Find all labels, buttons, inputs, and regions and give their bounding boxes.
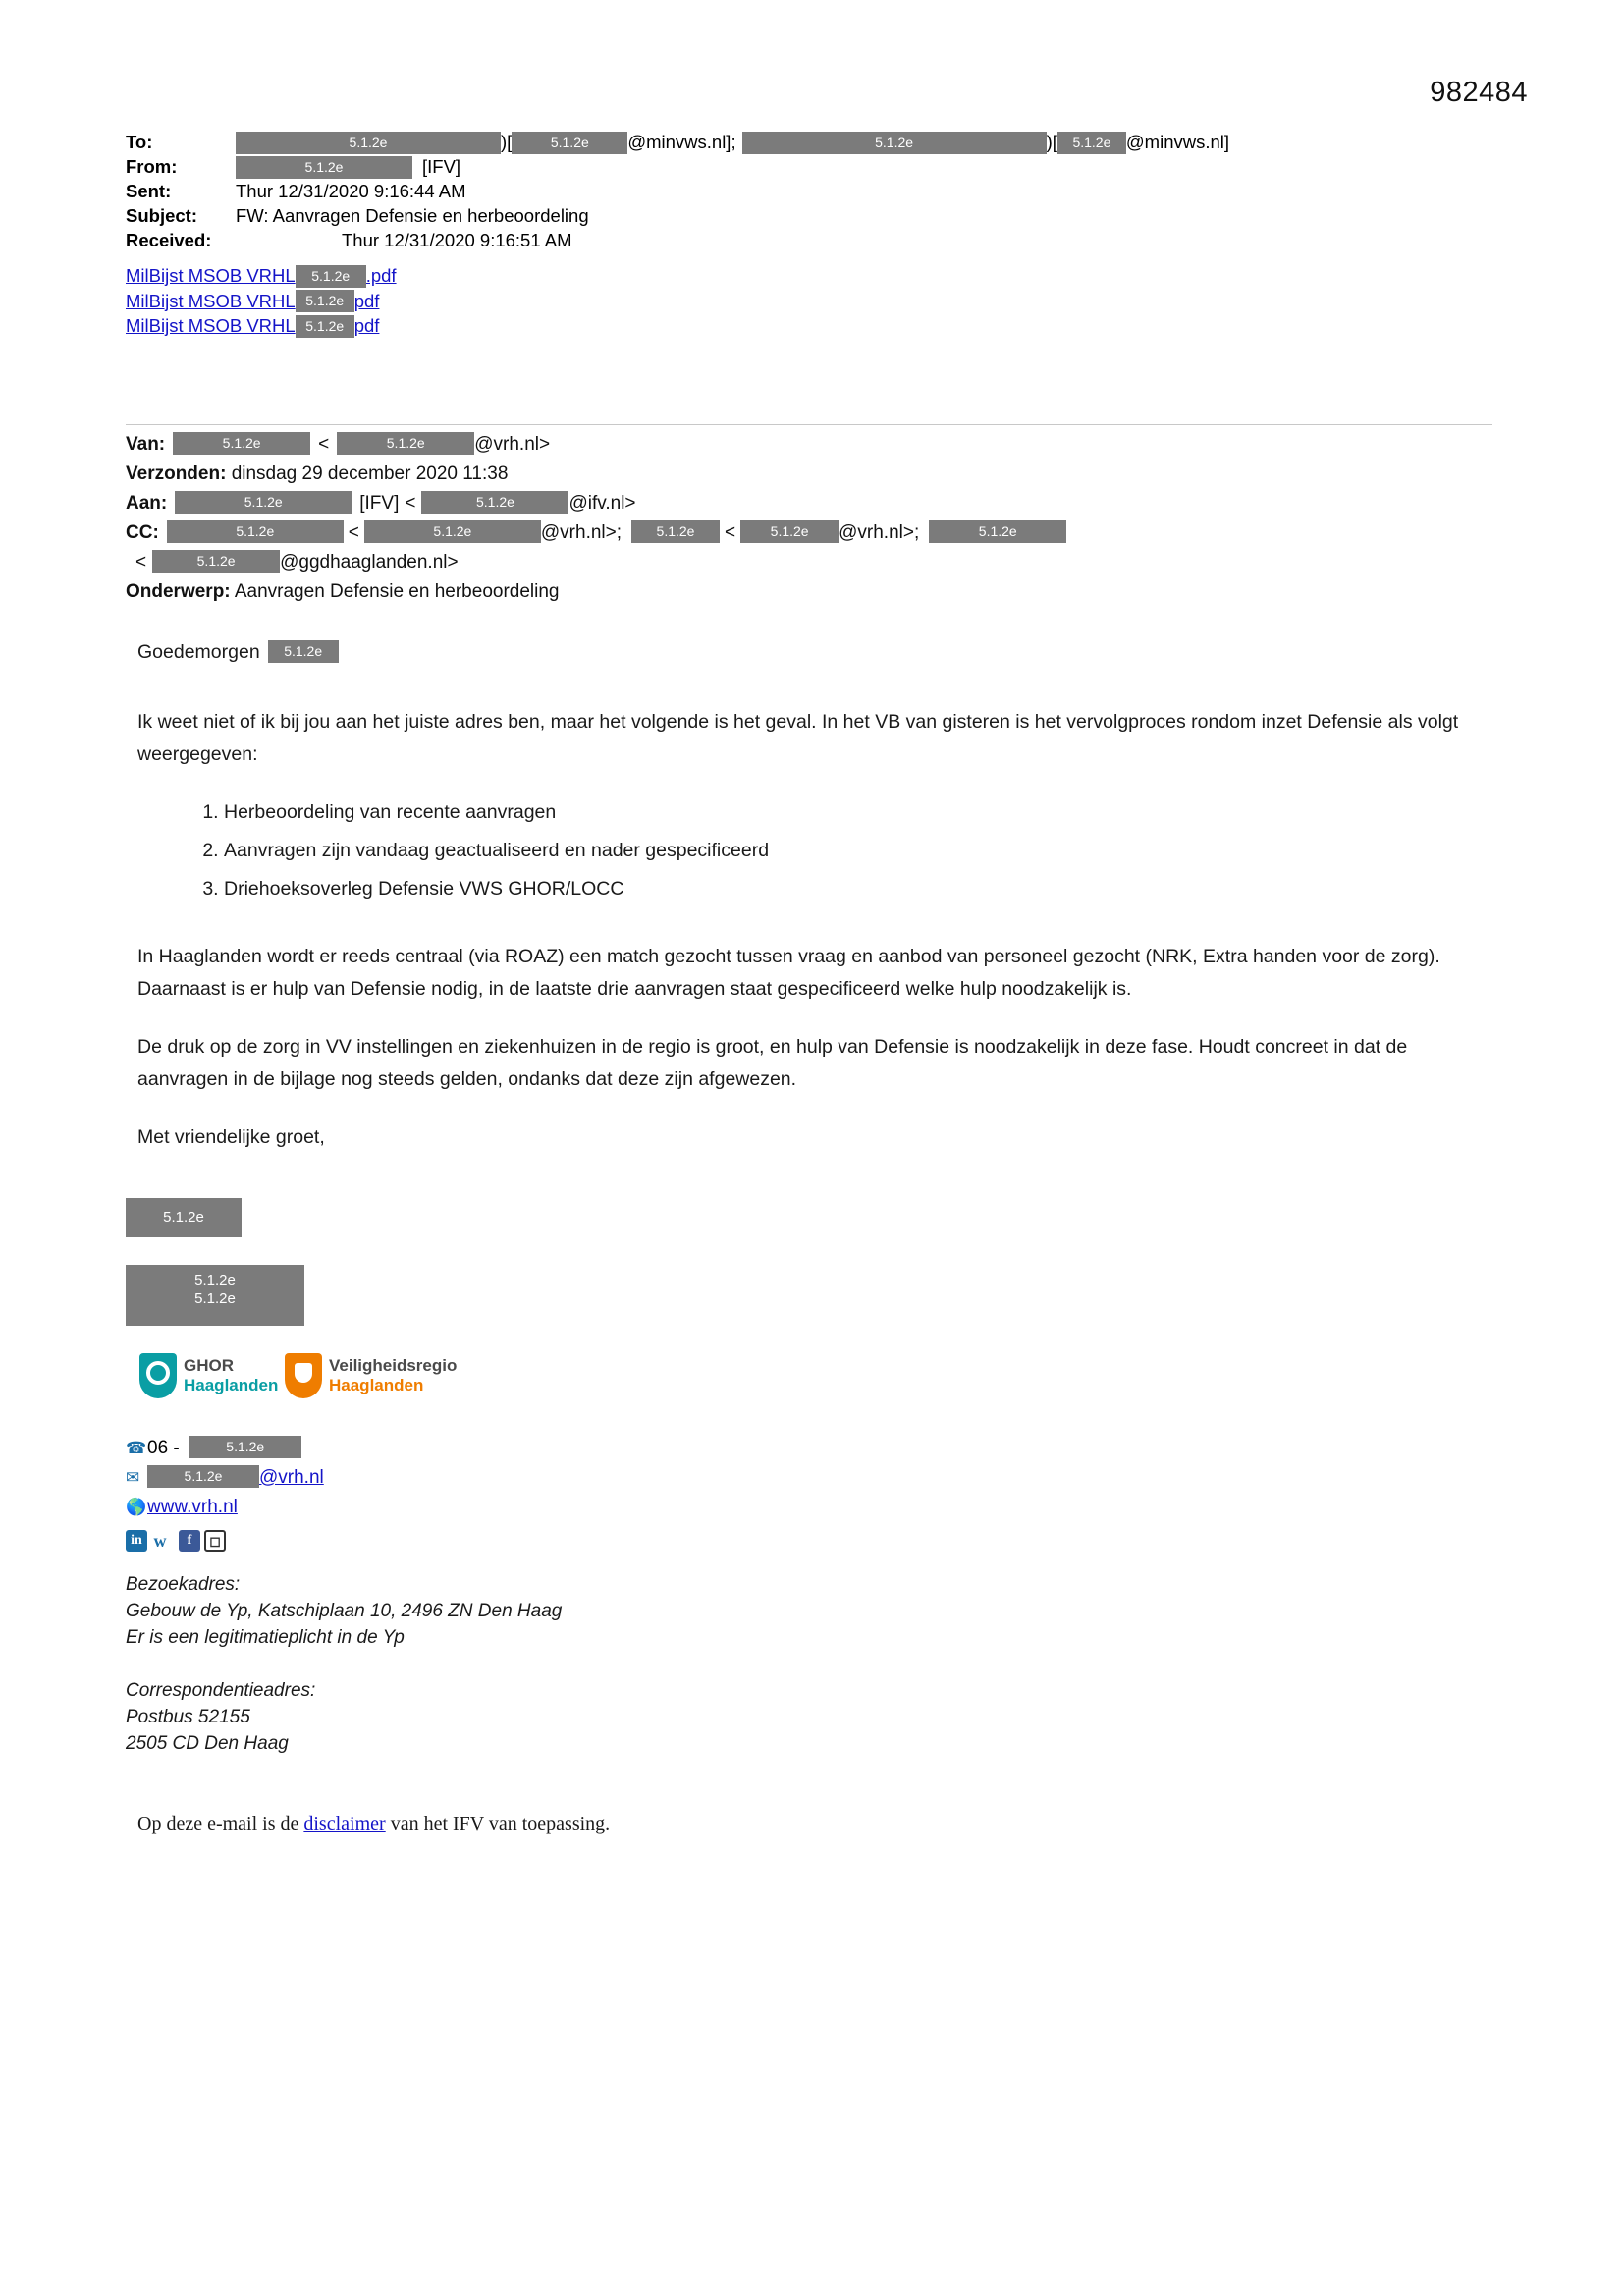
- social-icons: [126, 1530, 230, 1556]
- redaction-cc-2: 5.1.2e: [364, 520, 541, 543]
- redaction-to-2: 5.1.2e: [512, 132, 627, 154]
- redaction-attachment-3: 5.1.2e: [296, 315, 354, 338]
- redaction-cc-4: 5.1.2e: [740, 520, 839, 543]
- ghor-logo-line1: GHOR: [184, 1356, 234, 1375]
- document-number: 982484: [1430, 77, 1528, 108]
- disclaimer-prefix: Op deze e-mail is de: [137, 1813, 299, 1834]
- email-header: [126, 130, 1520, 252]
- list-item: 2. Aanvragen zijn vandaag geactualiseerd en nader gespecificeerd: [224, 835, 1492, 867]
- header-row-to: [126, 130, 1520, 154]
- aan-label: Aan:: [126, 493, 168, 514]
- header-row-sent: [126, 179, 1520, 203]
- redaction-to-3: 5.1.2e: [742, 132, 1047, 154]
- contact-phone-line: [126, 1434, 324, 1463]
- attachment-link[interactable]: [126, 291, 296, 311]
- cc-domain-2: @vrh.nl>;: [839, 522, 920, 543]
- cc-lt-2: <: [725, 522, 736, 543]
- body-ordered-list: [137, 796, 1492, 905]
- attachment-suffix-link[interactable]: [354, 315, 380, 336]
- envelope-icon: ✉: [126, 1468, 140, 1487]
- phone-prefix: 06 -: [147, 1438, 180, 1458]
- attachment-suffix-link[interactable]: [366, 265, 397, 286]
- to-text-1: )[: [501, 132, 513, 152]
- phone-icon: ☎: [126, 1439, 147, 1457]
- van-lt: <: [318, 434, 330, 455]
- attachment-suffix: pdf: [353, 290, 380, 311]
- aan-lt: <: [405, 493, 416, 514]
- quoted-row-van: [126, 430, 1520, 460]
- cc-domain-3: @ggdhaaglanden.nl>: [280, 552, 459, 573]
- quoted-row-verzonden: [126, 460, 1520, 489]
- attachment-item[interactable]: [126, 313, 397, 339]
- twitter-icon[interactable]: w: [151, 1530, 169, 1552]
- onderwerp-value: Aanvragen Defensie en herbeoordeling: [234, 581, 560, 602]
- list-item: 1. Herbeoordeling van recente aanvragen: [224, 796, 1492, 829]
- received-label: Received:: [126, 230, 212, 250]
- redaction-signature-role: [126, 1265, 304, 1326]
- instagram-icon[interactable]: ◻: [204, 1530, 226, 1552]
- header-row-subject: [126, 203, 1520, 228]
- quoted-row-aan: [126, 489, 1520, 519]
- aan-domain: @ifv.nl>: [568, 493, 636, 514]
- received-value: Thur 12/31/2020 9:16:51 AM: [342, 230, 572, 250]
- linkedin-icon[interactable]: in: [126, 1530, 147, 1552]
- quoted-row-cc: [126, 519, 1520, 548]
- mail-address-label: Correspondentieadres:: [126, 1680, 316, 1701]
- to-text-4: @minvws.nl]: [1125, 132, 1230, 152]
- attachment-name: MilBijst MSOB VRHL: [126, 315, 296, 336]
- quoted-row-onderwerp: [126, 577, 1520, 607]
- email-body: [137, 636, 1492, 1179]
- website-link[interactable]: www.vrh.nl: [147, 1497, 238, 1517]
- attachment-link[interactable]: [126, 265, 296, 286]
- redaction-cc-5: 5.1.2e: [929, 520, 1066, 543]
- redaction-van-1: 5.1.2e: [173, 432, 310, 455]
- quoted-row-cc-continued: [126, 548, 1520, 577]
- contact-email-line[interactable]: [126, 1463, 324, 1493]
- veiligheidsregio-logo-text: [329, 1356, 457, 1395]
- to-text-2: @minvws.nl];: [627, 132, 736, 152]
- sent-label: Sent:: [126, 181, 172, 201]
- ghor-logo-text: [184, 1356, 278, 1395]
- quoted-email-header: [126, 430, 1520, 607]
- redaction-signature-name: 5.1.2e: [126, 1198, 242, 1237]
- verzonden-value: dinsdag 29 december 2020 11:38: [231, 464, 509, 484]
- visit-address-line2: Er is een legitimatieplicht in de Yp: [126, 1627, 405, 1648]
- body-greeting: Goedemorgen: [137, 641, 260, 663]
- verzonden-label: Verzonden:: [126, 464, 227, 484]
- redaction-attachment-1: 5.1.2e: [296, 265, 366, 288]
- list-item: 3. Driehoeksoverleg Defensie VWS GHOR/LOCC: [224, 873, 1492, 905]
- cc-lt-3: <: [135, 552, 147, 573]
- redaction-greeting: 5.1.2e: [268, 640, 339, 663]
- redaction-signature-role-1: 5.1.2e: [194, 1272, 236, 1288]
- attachment-name: MilBijst MSOB VRHL: [126, 290, 296, 311]
- van-domain: @vrh.nl>: [474, 434, 551, 455]
- van-label: Van:: [126, 434, 166, 455]
- disclaimer-link[interactable]: disclaimer: [303, 1813, 386, 1834]
- attachment-item[interactable]: [126, 263, 397, 289]
- redaction-to-1: 5.1.2e: [236, 132, 501, 154]
- signature-contact: [126, 1434, 324, 1522]
- ghor-logo-line2: Haaglanden: [184, 1376, 279, 1394]
- ghor-logo: [139, 1353, 278, 1398]
- cc-domain-1: @vrh.nl>;: [540, 522, 623, 543]
- veiligheidsregio-logo-icon: [285, 1353, 322, 1398]
- visit-address-line1: Gebouw de Yp, Katschiplaan 10, 2496 ZN Den Haag: [126, 1601, 563, 1621]
- onderwerp-label: Onderwerp:: [126, 581, 231, 602]
- body-paragraph-2: In Haaglanden wordt er reeds centraal (via ROAZ) een match gezocht tussen vraag en aanbod van personeel gezocht (NRK, Extra handen voor de zorg). Daarnaast is er hulp van Defensie nodig, in de laatste drie aanvragen staat gespecificeerd welke hulp noodzakelijk is.: [137, 946, 1440, 1000]
- redaction-email: 5.1.2e: [147, 1465, 259, 1488]
- attachment-name: MilBijst MSOB VRHL: [126, 265, 296, 286]
- ghor-logo-icon: [139, 1353, 177, 1398]
- facebook-icon[interactable]: f: [179, 1530, 200, 1552]
- header-row-from: [126, 154, 1520, 179]
- from-label: From:: [126, 156, 178, 177]
- redaction-signature-role-2: 5.1.2e: [194, 1290, 236, 1307]
- subject-value: FW: Aanvragen Defensie en herbeoordeling: [236, 205, 589, 226]
- veiligheidsregio-logo-line1: Veiligheidsregio: [329, 1356, 458, 1375]
- to-label: To:: [126, 132, 153, 152]
- disclaimer-suffix: van het IFV van toepassing.: [390, 1813, 611, 1834]
- redaction-cc-3: 5.1.2e: [631, 520, 720, 543]
- redaction-to-4: 5.1.2e: [1057, 132, 1126, 154]
- redaction-van-2: 5.1.2e: [337, 432, 474, 455]
- from-text: [IFV]: [422, 156, 461, 177]
- veiligheidsregio-logo-line2: Haaglanden: [329, 1376, 424, 1394]
- attachment-item[interactable]: [126, 289, 397, 314]
- redaction-aan-1: 5.1.2e: [175, 491, 352, 514]
- redaction-phone: 5.1.2e: [189, 1436, 301, 1458]
- aan-ifv: [IFV]: [359, 493, 400, 514]
- body-paragraph-1: Ik weet niet of ik bij jou aan het juiste adres ben, maar het volgende is het geval. In het VB van gisteren is het vervolgproces rondom inzet Defensie als volgt weergegeven:: [137, 711, 1459, 765]
- attachment-suffix: .pdf: [365, 265, 397, 286]
- signature-addresses: [126, 1571, 562, 1757]
- to-text-3: )[: [1046, 132, 1057, 152]
- globe-icon: 🌎: [126, 1498, 147, 1516]
- redaction-aan-2: 5.1.2e: [421, 491, 568, 514]
- redaction-attachment-2: 5.1.2e: [296, 290, 354, 312]
- address-gap: [126, 1651, 562, 1677]
- header-row-received: [126, 228, 1520, 252]
- redaction-cc-6: 5.1.2e: [152, 550, 280, 573]
- body-closing: Met vriendelijke groet,: [137, 1126, 325, 1148]
- redaction-cc-1: 5.1.2e: [167, 520, 344, 543]
- mail-address-line1: Postbus 52155: [126, 1707, 250, 1727]
- header-divider: [126, 424, 1492, 425]
- body-paragraph-3: De druk op de zorg in VV instellingen en ziekenhuizen in de regio is groot, en hulp van Defensie is noodzakelijk in deze fase. Houdt concreet in dat de aanvragen in de bijlage nog steeds gelden, ondanks dat deze zijn afgewezen.: [137, 1036, 1408, 1090]
- attachment-link[interactable]: [126, 315, 296, 336]
- veiligheidsregio-logo: [285, 1353, 457, 1398]
- contact-website-line[interactable]: [126, 1493, 324, 1522]
- mail-address-line2: 2505 CD Den Haag: [126, 1733, 289, 1754]
- visit-address-label: Bezoekadres:: [126, 1574, 241, 1595]
- sent-value: Thur 12/31/2020 9:16:44 AM: [236, 181, 466, 201]
- attachment-suffix: pdf: [353, 315, 380, 336]
- attachment-list: [126, 263, 397, 339]
- email-link[interactable]: @vrh.nl: [259, 1467, 324, 1488]
- cc-label: CC:: [126, 522, 159, 543]
- subject-label: Subject:: [126, 205, 197, 226]
- attachment-suffix-link[interactable]: [354, 291, 380, 311]
- body-greeting-line: [137, 636, 1492, 669]
- cc-lt-1: <: [348, 522, 359, 543]
- redaction-from: 5.1.2e: [236, 156, 412, 179]
- disclaimer-line: [137, 1813, 610, 1835]
